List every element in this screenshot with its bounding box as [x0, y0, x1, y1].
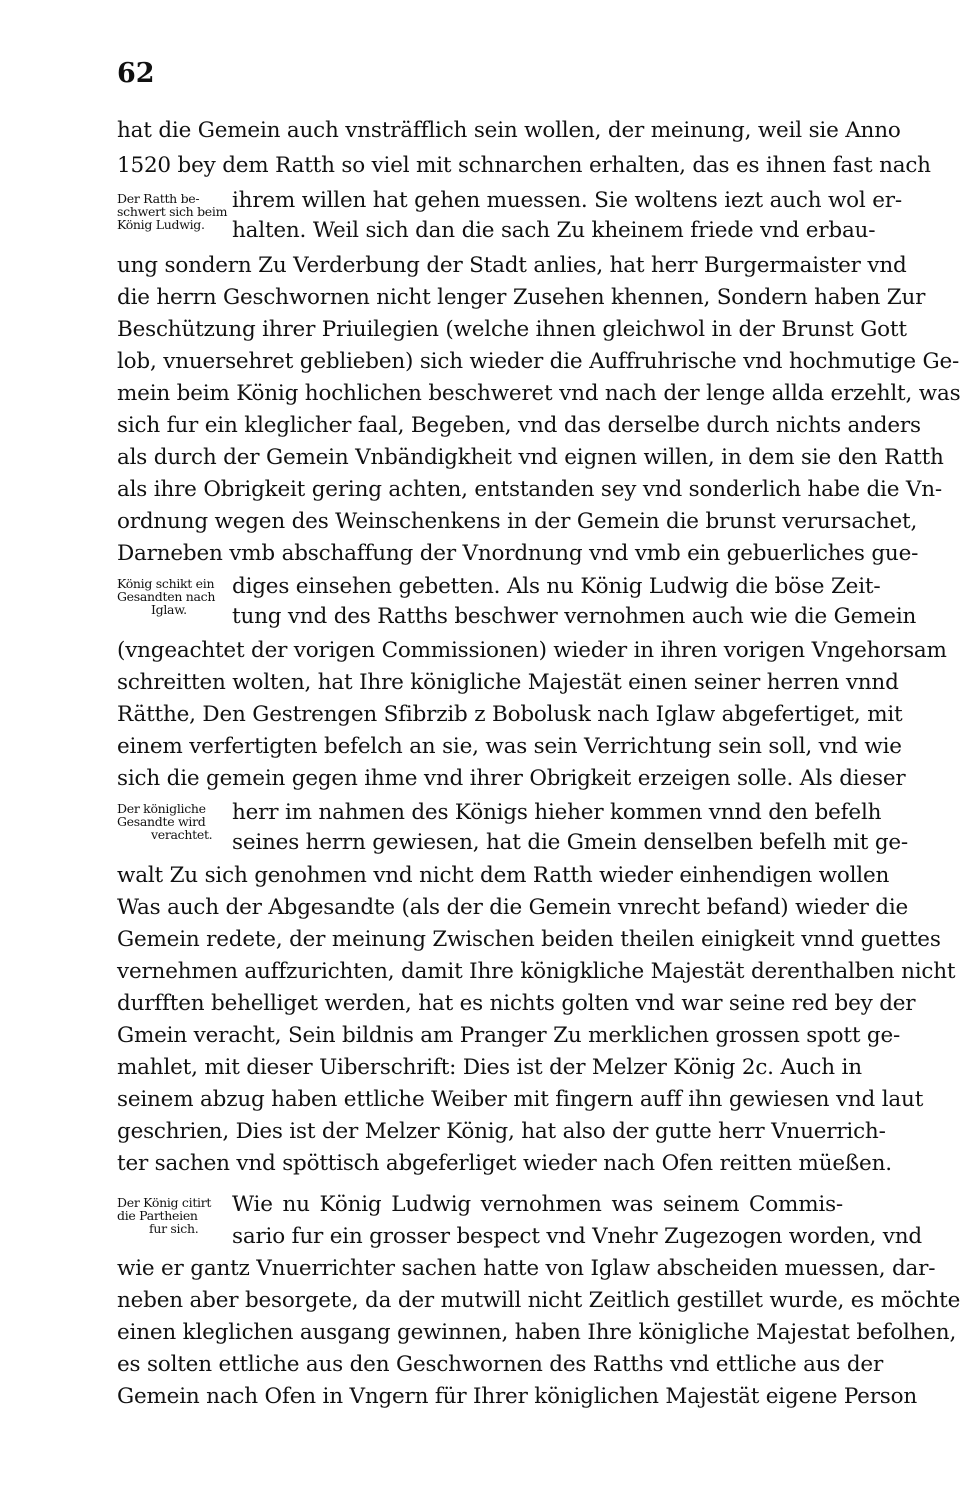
- text-line: seinem abzug haben ettliche Weiber mit fingern auff ihn gewiesen vnd laut: [117, 1087, 924, 1112]
- margin-note-line: schwert sich beim: [117, 204, 228, 219]
- text-line: halten. Weil sich dan die sach Zu kheinem friede vnd erbau-: [232, 218, 876, 243]
- text-line: walt Zu sich genohmen vnd nicht dem Ratth wieder einhendigen wollen: [117, 863, 890, 888]
- text-line: herr im nahmen des Königs hieher kommen vnnd den befelh: [232, 800, 882, 825]
- text-line: Was auch der Abgesandte (als der die Gemein vnrecht befand) wieder die: [117, 895, 909, 920]
- text-line: hat die Gemein auch vnsträfflich sein wollen, der meinung, weil sie Anno: [117, 118, 901, 143]
- text-line: als ihre Obrigkeit gering achten, entstanden sey vnd sonderlich habe die Vn-: [117, 477, 942, 502]
- text-line: tung vnd des Ratths beschwer vernohmen auch wie die Gemein: [232, 604, 917, 629]
- text-line: sich fur ein kleglicher faal, Begeben, vnd das derselbe durch nichts anders: [117, 413, 921, 438]
- text-line: 1520 bey dem Ratth so viel mit schnarchen erhalten, das es ihnen fast nach: [117, 153, 931, 178]
- text-line: Beschützung ihrer Priuilegien (welche ihnen gleichwol in der Brunst Gott: [117, 317, 907, 342]
- margin-note-line: König Ludwig.: [117, 217, 205, 232]
- text-line: ter sachen vnd spöttisch abgeferliget wieder nach Ofen reitten müeßen.: [117, 1151, 892, 1176]
- text-line: durfften behelliget werden, hat es nichts golten vnd war seine red bey der: [117, 991, 916, 1016]
- text-line: Gemein redete, der meinung Zwischen beiden theilen einigkeit vnnd guettes: [117, 927, 941, 952]
- text-line: (vngeachtet der vorigen Commissionen) wieder in ihren vorigen Vngehorsam: [117, 638, 947, 663]
- margin-note: [117, 802, 235, 841]
- text-line: Gemein nach Ofen in Vngern für Ihrer königlichen Majestät eigene Person: [117, 1384, 917, 1409]
- text-line: geschrien, Dies ist der Melzer König, hat also der gutte herr Vnuerrich-: [117, 1119, 886, 1144]
- text-line: es solten ettliche aus den Geschwornen des Ratths vnd ettliche aus der: [117, 1352, 884, 1377]
- text-line: neben aber besorgete, da der mutwill nicht Zeitlich gestillet wurde, es möchte: [117, 1288, 960, 1313]
- text-line: sich die gemein gegen ihme vnd ihrer Obrigkeit erzeigen solle. Als dieser: [117, 766, 906, 791]
- margin-note-line: Der Ratth be-: [117, 191, 200, 206]
- margin-note-line: verachtet.: [151, 827, 213, 842]
- margin-note-line: Gesandte wird: [117, 814, 206, 829]
- margin-note-line: Der König citirt: [117, 1195, 212, 1210]
- margin-note: [117, 1196, 235, 1235]
- margin-note-line: Gesandten nach: [117, 589, 216, 604]
- margin-note: [117, 577, 235, 616]
- text-line: ordnung wegen des Weinschenkens in der Gemein die brunst verursachet,: [117, 509, 918, 534]
- margin-note-line: Der königliche: [117, 801, 206, 816]
- text-line: Rätthe, Den Gestrengen Sfibrzib z Bobolusk nach Iglaw abgefertiget, mit: [117, 702, 903, 727]
- text-line: lob, vnuersehret geblieben) sich wieder die Auffruhrische vnd hochmutige Ge-: [117, 349, 960, 374]
- margin-note-line: König schikt ein: [117, 576, 215, 591]
- text-line: mein beim König hochlichen beschweret vnd nach der lenge allda erzehlt, was: [117, 381, 960, 406]
- text-line: wie er gantz Vnuerrichter sachen hatte von Iglaw abscheiden muessen, dar-: [117, 1256, 936, 1281]
- margin-note-line: fur sich.: [149, 1221, 199, 1236]
- text-line: Gmein veracht, Sein bildnis am Pranger Zu merklichen grossen spott ge-: [117, 1023, 901, 1048]
- page-number: 62: [117, 58, 155, 89]
- text-line: sario fur ein grosser bespect vnd Vnehr Zugezogen worden, vnd: [232, 1224, 922, 1249]
- text-line: Darneben vmb abschaffung der Vnordnung vnd vmb ein gebuerliches gue-: [117, 541, 919, 566]
- text-line: die herrn Geschwornen nicht lenger Zusehen khennen, Sondern haben Zur: [117, 285, 926, 310]
- text-line: als durch der Gemein Vnbändigkheit vnd eignen willen, in dem sie den Ratth: [117, 445, 944, 470]
- text-line: einem verfertigten befelch an sie, was sein Verrichtung sein soll, vnd wie: [117, 734, 902, 759]
- text-line: ung sondern Zu Verderbung der Stadt anlies, hat herr Burgermaister vnd: [117, 253, 907, 278]
- margin-note-line: Iglaw.: [151, 602, 187, 617]
- text-line: Wie nu König Ludwig vernohmen was seinem Commis-: [232, 1192, 843, 1217]
- text-line: seines herrn gewiesen, hat die Gmein denselben befelh mit ge-: [232, 830, 908, 855]
- text-line: vernehmen auffzurichten, damit Ihre königkliche Majestät derenthalben nicht: [117, 959, 956, 984]
- text-line: mahlet, mit dieser Uiberschrift: Dies ist der Melzer König 2c. Auch in: [117, 1055, 862, 1080]
- text-line: schreitten wolten, hat Ihre königliche Majestät einen seiner herren vnnd: [117, 670, 899, 695]
- text-line: ihrem willen hat gehen muessen. Sie woltens iezt auch wol er-: [232, 188, 902, 213]
- margin-note-line: die Partheien: [117, 1208, 198, 1223]
- text-line: einen kleglichen ausgang gewinnen, haben Ihre königliche Majestat befolhen,: [117, 1320, 957, 1345]
- text-line: diges einsehen gebetten. Als nu König Ludwig die böse Zeit-: [232, 574, 881, 599]
- margin-note: [117, 192, 235, 231]
